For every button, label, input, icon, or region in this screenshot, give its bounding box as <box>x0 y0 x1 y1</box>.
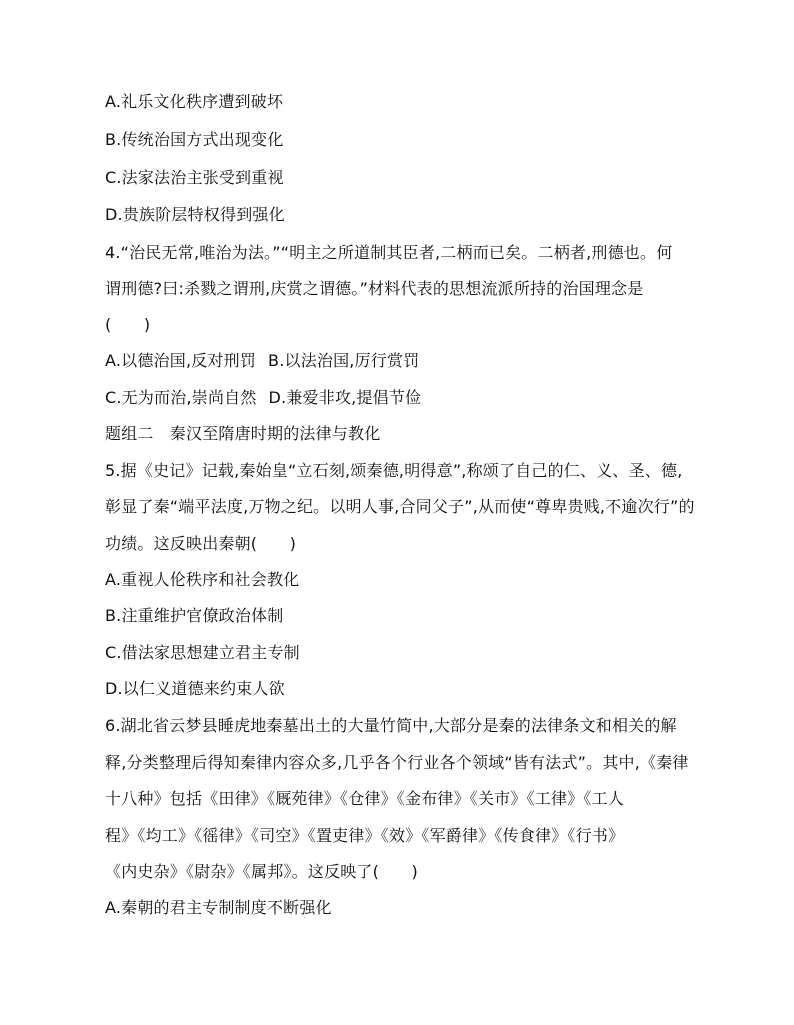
group-title: 题组二 秦汉至隋唐时期的法律与教化 <box>105 424 381 443</box>
q4-option-d: D.兼爱非攻,提倡节俭 <box>268 388 422 407</box>
q4-stem-line-1: 4.“治民无常,唯治为法。”“明主之所道制其臣者,二柄而已矣。二柄者,刑德也。何 <box>105 243 673 262</box>
q5-stem-line-3: 功绩。这反映出秦朝( ) <box>105 534 297 553</box>
q6-stem-line-1: 6.湖北省云梦县睡虎地秦墓出土的大量竹简中,大部分是秦的法律条文和相关的解 <box>105 716 677 735</box>
q5-option-a: A.重视人伦秩序和社会教化 <box>105 570 300 589</box>
q6-stem-line-4: 程》《均工》《徭律》《司空》《置吏律》《效》《军爵律》《传食律》《行书》 <box>105 826 625 845</box>
q6-option-a: A.秦朝的君主专制制度不断强化 <box>105 898 332 917</box>
q3-option-d: D.贵族阶层特权得到强化 <box>105 205 285 224</box>
q4-stem-line-2: 谓刑德?曰:杀戮之谓刑,庆赏之谓德。”材料代表的思想流派所持的治国理念是 <box>105 279 644 298</box>
q3-option-a: A.礼乐文化秩序遭到破坏 <box>105 92 284 111</box>
q5-option-b: B.注重维护官僚政治体制 <box>105 606 284 625</box>
q4-options-row-2 <box>105 388 421 408</box>
q4-option-b: B.以法治国,厉行赏罚 <box>268 351 420 370</box>
q4-answer-blank: ( ) <box>105 315 151 334</box>
q6-stem-line-3: 十八种》包括《田律》《厩苑律》《仓律》《金布律》《关市》《工律》《工人 <box>105 789 625 808</box>
q5-option-d: D.以仁义道德来约束人欲 <box>105 679 285 698</box>
q3-option-b: B.传统治国方式出现变化 <box>105 130 284 149</box>
q4-options-row-1 <box>105 351 419 371</box>
q6-stem-line-2: 释,分类整理后得知秦律内容众多,几乎各个行业各个领域“皆有法式”。其中,《秦律 <box>105 753 689 772</box>
q5-option-c: C.借法家思想建立君主专制 <box>105 643 300 662</box>
q4-option-c: C.无为而治,崇尚自然 <box>105 388 257 407</box>
q4-option-a: A.以德治国,反对刑罚 <box>105 351 257 370</box>
q5-stem-line-1: 5.据《史记》记载,秦始皇“立石刻,颂秦德,明得意”,称颂了自己的仁、义、圣、德, <box>105 461 683 480</box>
q6-stem-line-5: 《内史杂》《尉杂》《属邦》。这反映了( ) <box>105 862 418 881</box>
q5-stem-line-2: 彰显了秦“端平法度,万物之纪。以明人事,合同父子”,从而使“尊卑贵贱,不逾次行”的 <box>105 497 695 516</box>
q3-option-c: C.法家法治主张受到重视 <box>105 168 284 187</box>
